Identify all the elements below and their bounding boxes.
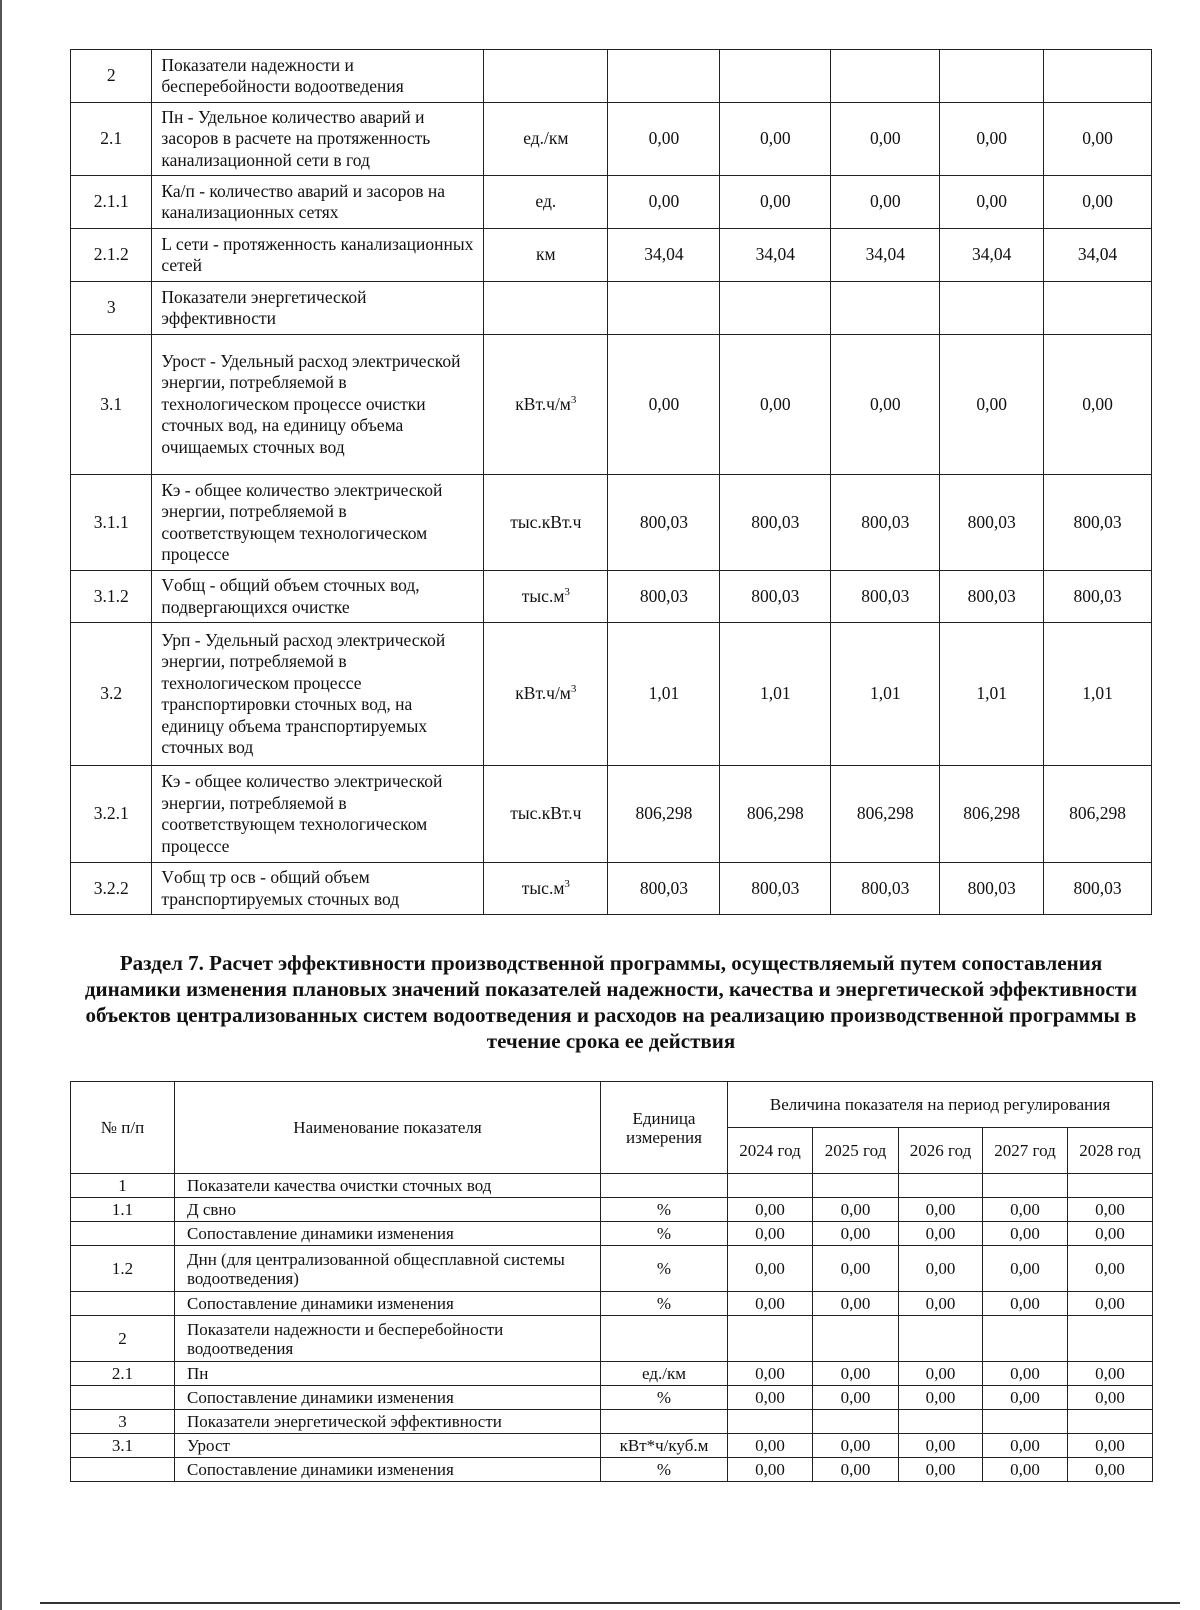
table-row: [71, 176, 1152, 229]
value-2028: 0,00: [1068, 1198, 1153, 1222]
value-2025: 800,03: [720, 571, 831, 623]
value-2025: 0,00: [813, 1458, 899, 1482]
indicator-name: Пн - Удельное количество аварий и засоров в расчете на протяженность канализационной сети в год: [152, 103, 484, 176]
unit-cell: %: [601, 1198, 728, 1222]
table-row: [71, 1198, 1153, 1222]
header-year-2028: 2028 год: [1068, 1128, 1153, 1174]
row-number: [71, 1222, 175, 1246]
page-bottom-edge: [40, 1602, 1180, 1604]
value-2028: 800,03: [1044, 571, 1152, 623]
value-2026: 0,00: [899, 1198, 983, 1222]
value-2027: [983, 1410, 1068, 1434]
value-2028: 0,00: [1068, 1246, 1153, 1292]
value-2025: 0,00: [813, 1362, 899, 1386]
value-2027: 0,00: [983, 1198, 1068, 1222]
value-2026: [831, 282, 940, 335]
unit-cell: %: [601, 1458, 728, 1482]
unit-cell: [484, 335, 608, 475]
value-2026: 0,00: [831, 176, 940, 229]
value-2026: 0,00: [899, 1292, 983, 1316]
table-row: [71, 1174, 1153, 1198]
value-2026: 0,00: [831, 103, 940, 176]
value-2027: 1,01: [940, 623, 1044, 766]
value-2025: 0,00: [813, 1246, 899, 1292]
header-period: Величина показателя на период регулирования: [728, 1082, 1153, 1128]
value-2024: 800,03: [608, 571, 720, 623]
value-2028: 0,00: [1068, 1292, 1153, 1316]
unit-cell: [484, 176, 608, 229]
value-2025: 0,00: [720, 335, 831, 475]
value-2026: 800,03: [831, 475, 940, 571]
row-number: 3.1: [71, 335, 152, 475]
value-2024: 0,00: [728, 1198, 813, 1222]
indicators-table-continued: [70, 49, 1152, 915]
value-2024: 0,00: [608, 335, 720, 475]
value-2027: [940, 50, 1044, 103]
indicator-name: Показатели энергетической эффективности: [152, 282, 484, 335]
table-row: [71, 1292, 1153, 1316]
indicator-name: Vобщ тр осв - общий объем транспортируемых сточных вод: [152, 863, 484, 915]
header-name: Наименование показателя: [175, 1082, 601, 1174]
value-2025: 0,00: [813, 1198, 899, 1222]
value-2026: 0,00: [831, 335, 940, 475]
efficiency-table: [70, 1081, 1153, 1482]
value-2025: 800,03: [720, 863, 831, 915]
unit-text: тыс.кВт.ч: [510, 511, 582, 532]
value-2026: 806,298: [831, 766, 940, 863]
value-2027: 0,00: [983, 1458, 1068, 1482]
indicator-name: Показатели энергетической эффективности: [175, 1410, 601, 1434]
unit-cell: [601, 1174, 728, 1198]
indicator-name: Показатели надежности и бесперебойности водоотведения: [175, 1316, 601, 1362]
value-2024: 800,03: [608, 475, 720, 571]
value-2025: 0,00: [813, 1386, 899, 1410]
indicator-name: Vобщ - общий объем сточных вод, подвергающихся очистке: [152, 571, 484, 623]
value-2026: [831, 50, 940, 103]
indicator-name: Сопоставление динамики изменения: [175, 1386, 601, 1410]
value-2024: 0,00: [728, 1246, 813, 1292]
value-2025: 0,00: [813, 1292, 899, 1316]
value-2025: 0,00: [813, 1222, 899, 1246]
header-year-2026: 2026 год: [899, 1128, 983, 1174]
value-2026: 0,00: [899, 1246, 983, 1292]
value-2026: 800,03: [831, 571, 940, 623]
header-year-2024: 2024 год: [728, 1128, 813, 1174]
value-2025: [813, 1410, 899, 1434]
unit-cell: кВт*ч/куб.м: [601, 1434, 728, 1458]
value-2025: 0,00: [720, 103, 831, 176]
value-2027: [983, 1174, 1068, 1198]
indicator-name: Сопоставление динамики изменения: [175, 1458, 601, 1482]
unit-cell: %: [601, 1292, 728, 1316]
value-2025: [720, 282, 831, 335]
value-2025: 806,298: [720, 766, 831, 863]
value-2028: [1044, 282, 1152, 335]
row-number: 3.2.1: [71, 766, 152, 863]
value-2024: 0,00: [728, 1434, 813, 1458]
value-2024: 34,04: [608, 229, 720, 282]
row-number: 1.1: [71, 1198, 175, 1222]
value-2027: 806,298: [940, 766, 1044, 863]
header-unit: Единица измерения: [601, 1082, 728, 1174]
unit-text: км: [536, 244, 556, 265]
value-2025: 1,01: [720, 623, 831, 766]
value-2028: [1068, 1316, 1153, 1362]
value-2028: 0,00: [1068, 1362, 1153, 1386]
value-2027: 0,00: [940, 103, 1044, 176]
value-2025: 0,00: [813, 1434, 899, 1458]
row-number: 3.1: [71, 1434, 175, 1458]
unit-cell: [484, 50, 608, 103]
value-2024: 0,00: [728, 1222, 813, 1246]
indicator-name: Сопоставление динамики изменения: [175, 1222, 601, 1246]
row-number: 3.1.1: [71, 475, 152, 571]
row-number: 2.1.1: [71, 176, 152, 229]
table-row: [71, 335, 1152, 475]
value-2028: 0,00: [1044, 335, 1152, 475]
value-2024: 0,00: [608, 176, 720, 229]
value-2028: [1068, 1174, 1153, 1198]
value-2026: [899, 1316, 983, 1362]
unit-cell: %: [601, 1222, 728, 1246]
header-year-2025: 2025 год: [813, 1128, 899, 1174]
row-number: 2: [71, 1316, 175, 1362]
indicator-name: Кэ - общее количество электрической энергии, потребляемой в соответствующем технологическом процессе: [152, 475, 484, 571]
value-2024: [608, 282, 720, 335]
unit-text: тыс.кВт.ч: [510, 803, 582, 824]
value-2026: [899, 1410, 983, 1434]
row-number: 2.1: [71, 1362, 175, 1386]
table-row: [71, 1434, 1153, 1458]
row-number: [71, 1292, 175, 1316]
indicator-name: Урост: [175, 1434, 601, 1458]
unit-cell: %: [601, 1246, 728, 1292]
row-number: [71, 1386, 175, 1410]
value-2026: 800,03: [831, 863, 940, 915]
value-2024: 806,298: [608, 766, 720, 863]
unit-superscript: 3: [570, 683, 577, 696]
value-2028: 0,00: [1068, 1434, 1153, 1458]
unit-cell: [601, 1410, 728, 1434]
value-2025: 800,03: [720, 475, 831, 571]
indicator-name: Урп - Удельный расход электрической энергии, потребляемой в технологическом процессе транспортировки сточных вод, на единицу объема транспортируемых сточных вод: [152, 623, 484, 766]
unit-text: тыс.м: [521, 877, 565, 898]
value-2024: 0,00: [728, 1458, 813, 1482]
value-2028: 0,00: [1068, 1458, 1153, 1482]
value-2028: 1,01: [1044, 623, 1152, 766]
value-2027: 34,04: [940, 229, 1044, 282]
value-2027: 0,00: [940, 176, 1044, 229]
value-2024: [728, 1174, 813, 1198]
value-2026: 0,00: [899, 1434, 983, 1458]
value-2025: [720, 50, 831, 103]
header-num: № п/п: [71, 1082, 175, 1174]
row-number: 3: [71, 1410, 175, 1434]
value-2024: 0,00: [728, 1362, 813, 1386]
unit-cell: [484, 229, 608, 282]
table-row: [71, 623, 1152, 766]
value-2028: 0,00: [1068, 1222, 1153, 1246]
indicator-name: Показатели надежности и бесперебойности водоотведения: [152, 50, 484, 103]
value-2028: 0,00: [1044, 176, 1152, 229]
row-number: 2.1.2: [71, 229, 152, 282]
unit-cell: %: [601, 1386, 728, 1410]
row-number: 2.1: [71, 103, 152, 176]
indicator-name: Пн: [175, 1362, 601, 1386]
table-row: [71, 1410, 1153, 1434]
table-row: [71, 50, 1152, 103]
value-2024: 0,00: [728, 1292, 813, 1316]
value-2026: 0,00: [899, 1386, 983, 1410]
value-2027: 0,00: [983, 1292, 1068, 1316]
value-2028: 806,298: [1044, 766, 1152, 863]
value-2028: 800,03: [1044, 475, 1152, 571]
row-number: 2: [71, 50, 152, 103]
section-7-title: Раздел 7. Расчет эффективности производственной программы, осуществляемый путем сопоставления динамики изменения плановых значений показателей надежности, качества и энергетической эффективности объектов централизованных систем водоотведения и расходов на реализацию производственной программы в течение срока ее действия: [84, 951, 1138, 1053]
value-2028: 34,04: [1044, 229, 1152, 282]
value-2027: 0,00: [940, 335, 1044, 475]
value-2027: 0,00: [983, 1386, 1068, 1410]
table-row: [71, 229, 1152, 282]
row-number: 3.2.2: [71, 863, 152, 915]
page-scan-edge: [0, 0, 2, 1610]
unit-text: кВт.ч/м: [515, 393, 571, 414]
table-row: [71, 571, 1152, 623]
indicator-name: Сопоставление динамики изменения: [175, 1292, 601, 1316]
value-2026: 34,04: [831, 229, 940, 282]
indicator-name: Днн (для централизованной общесплавной системы водоотведения): [175, 1246, 601, 1292]
value-2028: [1068, 1410, 1153, 1434]
table-row: [71, 1246, 1153, 1292]
value-2025: [813, 1174, 899, 1198]
indicator-name: Урост - Удельный расход электрической энергии, потребляемой в технологическом процессе очистки сточных вод, на единицу объема очищаемых сточных вод: [152, 335, 484, 475]
value-2027: 800,03: [940, 475, 1044, 571]
value-2028: 800,03: [1044, 863, 1152, 915]
value-2027: 0,00: [983, 1222, 1068, 1246]
value-2028: 0,00: [1068, 1386, 1153, 1410]
value-2027: 0,00: [983, 1362, 1068, 1386]
indicator-name: Кэ - общее количество электрической энергии, потребляемой в соответствующем технологическом процессе: [152, 766, 484, 863]
value-2024: [728, 1316, 813, 1362]
unit-superscript: 3: [564, 585, 570, 598]
indicator-name: L сети - протяженность канализационных сетей: [152, 229, 484, 282]
value-2027: [940, 282, 1044, 335]
unit-cell: [484, 863, 608, 915]
table-row: [71, 863, 1152, 915]
value-2024: 800,03: [608, 863, 720, 915]
table-row: [71, 1362, 1153, 1386]
unit-text: кВт.ч/м: [515, 683, 571, 704]
unit-cell: [484, 766, 608, 863]
value-2027: 800,03: [940, 571, 1044, 623]
table-row: [71, 475, 1152, 571]
table-row: [71, 103, 1152, 176]
unit-text: ед./км: [523, 128, 569, 149]
unit-cell: [484, 571, 608, 623]
value-2026: 1,01: [831, 623, 940, 766]
row-number: 1.2: [71, 1246, 175, 1292]
value-2027: [983, 1316, 1068, 1362]
value-2026: [899, 1174, 983, 1198]
unit-cell: [484, 282, 608, 335]
header-year-2027: 2027 год: [983, 1128, 1068, 1174]
table-row: [71, 766, 1152, 863]
table-row: [71, 1386, 1153, 1410]
unit-superscript: 3: [564, 877, 570, 890]
unit-cell: [484, 623, 608, 766]
unit-cell: ед./км: [601, 1362, 728, 1386]
value-2024: [728, 1410, 813, 1434]
value-2024: [608, 50, 720, 103]
row-number: 3.1.2: [71, 571, 152, 623]
value-2024: 0,00: [608, 103, 720, 176]
unit-superscript: 3: [570, 393, 577, 406]
indicator-name: Ка/п - количество аварий и засоров на канализационных сетях: [152, 176, 484, 229]
value-2025: [813, 1316, 899, 1362]
row-number: [71, 1458, 175, 1482]
row-number: 3: [71, 282, 152, 335]
table-row: [71, 1222, 1153, 1246]
table-row: [71, 1316, 1153, 1362]
value-2028: 0,00: [1044, 103, 1152, 176]
value-2025: 0,00: [720, 176, 831, 229]
value-2026: 0,00: [899, 1362, 983, 1386]
value-2026: 0,00: [899, 1222, 983, 1246]
value-2028: [1044, 50, 1152, 103]
indicator-name: Д свно: [175, 1198, 601, 1222]
value-2027: 0,00: [983, 1434, 1068, 1458]
table-row: [71, 1458, 1153, 1482]
unit-cell: [484, 475, 608, 571]
indicator-name: Показатели качества очистки сточных вод: [175, 1174, 601, 1198]
value-2027: 0,00: [983, 1246, 1068, 1292]
table-row: [71, 282, 1152, 335]
value-2024: 1,01: [608, 623, 720, 766]
header-row: [71, 1082, 1153, 1128]
value-2026: 0,00: [899, 1458, 983, 1482]
row-number: 3.2: [71, 623, 152, 766]
unit-cell: [484, 103, 608, 176]
row-number: 1: [71, 1174, 175, 1198]
value-2027: 800,03: [940, 863, 1044, 915]
value-2025: 34,04: [720, 229, 831, 282]
unit-text: тыс.м: [521, 585, 565, 606]
unit-cell: [601, 1316, 728, 1362]
unit-text: ед.: [535, 191, 557, 212]
value-2024: 0,00: [728, 1386, 813, 1410]
